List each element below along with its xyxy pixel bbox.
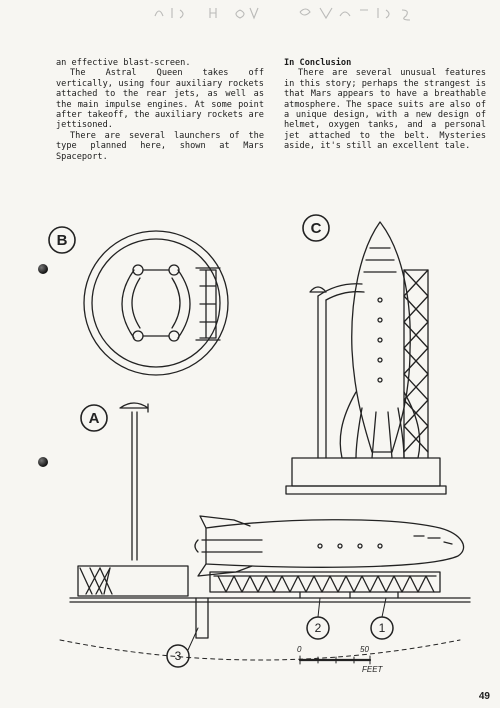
scale-zero: 0 xyxy=(297,645,302,654)
label-b: B xyxy=(56,232,68,249)
conclusion-heading: In Conclusion xyxy=(284,58,352,68)
right-paragraph-1: There are several unusual features in this story; perhaps the strangest is that Mars appears to have a breathable atmosphere. The space suits are also of a unique design, with a new design of helmet, oxygen tanks, and a personal jet attached to the belt. Mysteries aside, it's still an excellent tale. xyxy=(284,68,486,152)
left-paragraph-2: The Astral Queen takes off vertically, using four auxiliary rockets attached to the rear jets, as well as the main impulse engines. At some point after takeoff, the auxiliary rockets are jettisoned. xyxy=(56,68,264,131)
label-c: C xyxy=(310,220,322,237)
left-paragraph-3: There are several launchers of the type planned here, shown at Mars Spaceport. xyxy=(56,130,264,162)
scale-unit: FEET xyxy=(362,665,383,674)
label-a: A xyxy=(88,410,100,427)
page-number: 49 xyxy=(478,691,490,702)
view-c-rocket xyxy=(286,222,446,494)
view-a-side xyxy=(60,403,470,660)
scale-fifty: 50 xyxy=(360,645,369,654)
label-3: 3 xyxy=(174,649,182,663)
left-paragraph-1: an effective blast-screen. xyxy=(56,58,191,68)
view-b-plan xyxy=(84,231,228,375)
label-1: 1 xyxy=(378,621,386,635)
label-2: 2 xyxy=(314,621,322,635)
